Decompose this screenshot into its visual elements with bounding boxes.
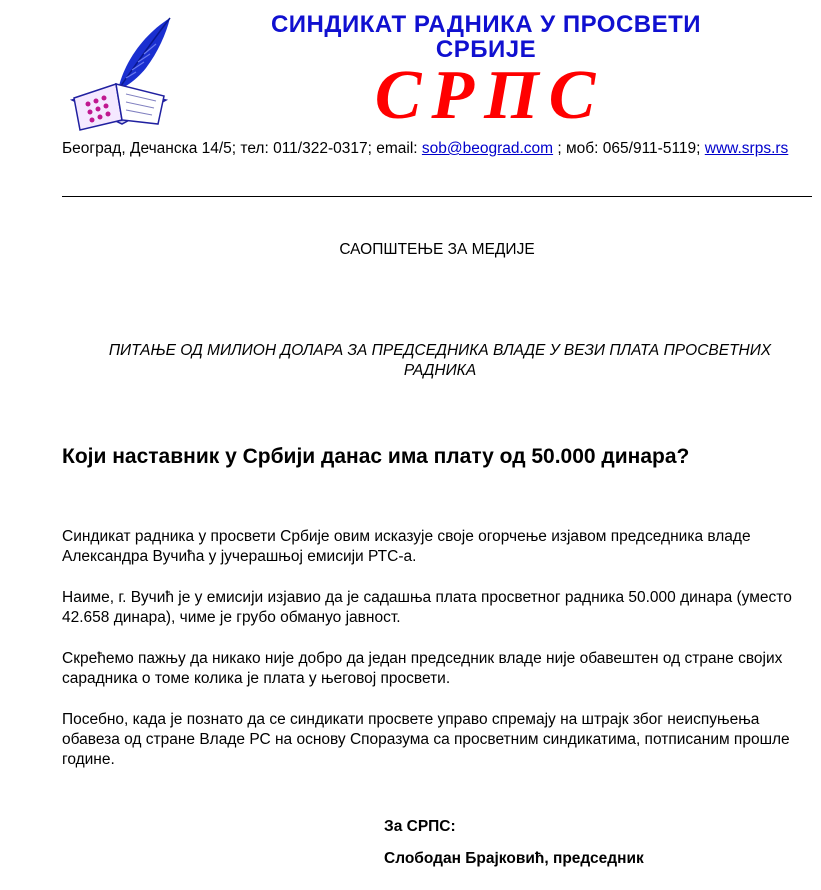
document-body	[62, 527, 812, 791]
contact-address-phone: Београд, Дечанска 14/5; тел: 011/322-0317; email:	[62, 140, 422, 157]
email-link[interactable]: sob@beograd.com	[421, 140, 554, 157]
organization-name-line2: СРБИЈЕ	[435, 36, 537, 63]
organization-name-line1: СИНДИКАТ РАДНИКА У ПРОСВЕТИ	[270, 11, 702, 38]
signature-block	[384, 817, 804, 881]
body-paragraph: Синдикат радника у просвети Србије овим исказује своје огорчење изјавом председника владе Александра Вучића у јучерашњој емисији РТС-а.	[62, 528, 751, 565]
website-link[interactable]: www.srps.rs	[704, 140, 789, 157]
body-paragraph: Посебно, када је познато да се синдикати просвете управо спремају на штрајк због неиспуњења обавеза од стране Владе РС на основу Споразума са просветним синдикатима, потписаним прошле године.	[62, 711, 790, 768]
signature-organization: За СРПС:	[384, 818, 456, 835]
body-paragraph: Скрећемо пажњу да никако није добро да један председник владе није обавештен од стране својих сарадника о томе колика је плата у његовој просвети.	[62, 650, 783, 687]
document-subtitle: ПИТАЊЕ ОД МИЛИОН ДОЛАРА ЗА ПРЕДСЕДНИКА ВЛАДЕ У ВЕЗИ ПЛАТА ПРОСВЕТНИХ РАДНИКА	[108, 342, 772, 379]
quill-book-icon	[66, 12, 178, 140]
media-statement-label: САОПШТЕЊЕ ЗА МЕДИЈЕ	[339, 241, 535, 258]
body-paragraph: Наиме, г. Вучић је у емисији изјавио да је садашња плата просветног радника 50.000 динара (уместо 42.658 динара), чиме је грубо обмануо јавност.	[62, 589, 792, 626]
contact-info	[62, 138, 792, 159]
signature-name: Слободан Брајковић, председник	[384, 850, 644, 867]
document-headline: Који наставник у Србији данас има плату од 50.000 динара?	[62, 445, 690, 468]
header-divider	[62, 196, 812, 197]
contact-mobile: ; моб: 065/911-5119;	[553, 140, 705, 157]
organization-abbreviation: СРПС	[374, 57, 606, 134]
organization-name	[206, 12, 766, 62]
